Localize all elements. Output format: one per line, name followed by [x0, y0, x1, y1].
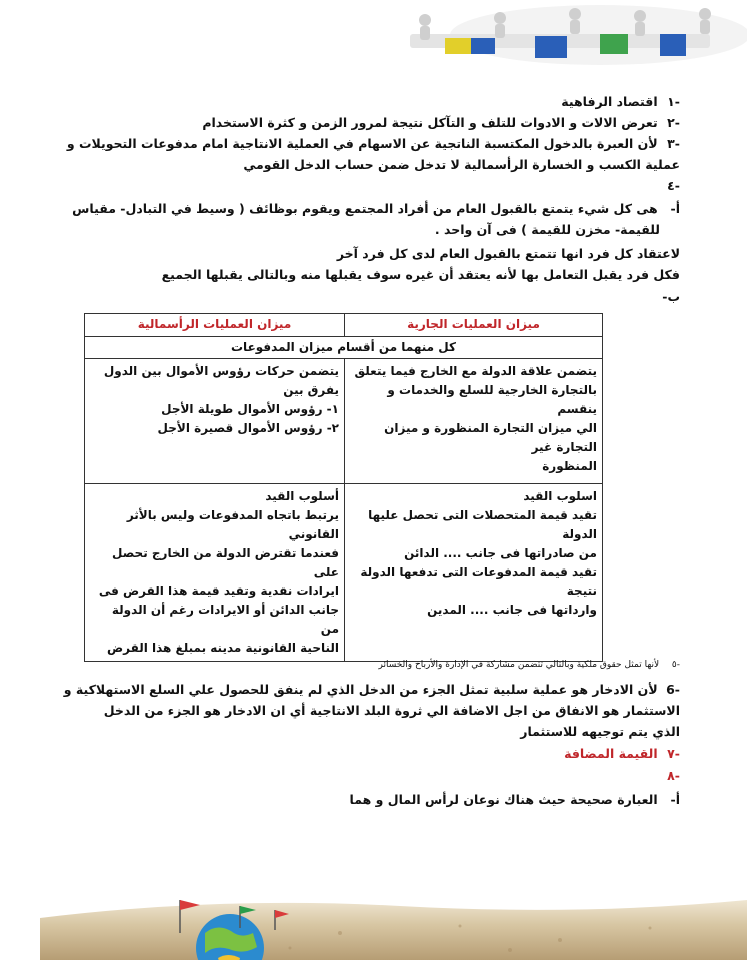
- item-8: -٨: [667, 768, 680, 783]
- item-4b-line-1: لاعتقاد كل فرد انها تتمتع بالقبول العام لدى كل فرد آخر: [336, 246, 680, 261]
- item-6: -6 لأن الادخار هو عملية سلبية تمثل الجزء من الدخل الذي لم ينفق للحصول علي السلع الاستهلاكية و: [63, 682, 680, 697]
- item-7: -٧ القيمة المضافة: [564, 746, 680, 761]
- current-recording-method-cell: اسلوب القيد تقيد قيمة المتحصلات التى تحصل عليها الدولة من صادراتها فى جانب .... الدائن تقيد قيمة المدفوعات التى تدفعها الدولة نتيجة وارداتها فى جانب .... المدين: [345, 484, 603, 662]
- header-current-operations: ميزان العمليات الجارية: [345, 314, 603, 337]
- item-3-continued: عملية الكسب و الخسارة الرأسمالية لا تدخل ضمن حساب الدخل القومي: [243, 157, 680, 172]
- item-8a: أ- العبارة صحيحة حيث هناك نوعان لرأس المال و هما: [349, 792, 680, 807]
- item-3: -٣ لأن العبرة بالدخول المكتسبة الناتجية عن الاسهام في العملية الانتاجية امام مدفوعات التحويلات و: [66, 136, 680, 151]
- footer-sand-globe-illustration: [40, 888, 747, 960]
- item-1: -١ اقتصاد الرفاهية: [561, 94, 680, 109]
- header-capital-operations: ميزان العمليات الرأسمالية: [85, 314, 345, 337]
- item-6-continued-2: الذي يتم توجيهه للاستثمار: [520, 724, 680, 739]
- balance-of-payments-table: [84, 313, 603, 662]
- item-5: -٥ لأنها تمثل حقوق ملكية وبالتالي تتضمن مشاركة في الإدارة والأرباح والخسائر: [378, 660, 680, 670]
- capital-definition-cell: يتضمن حركات رؤوس الأموال بين الدول يفرق بين ١- رؤوس الأموال طويلة الأجل ٢- رؤوس الأموال قصيرة الأجل: [85, 359, 345, 484]
- item-4c-label: ب-: [662, 289, 680, 304]
- item-4b-line-2: فكل فرد يقبل التعامل بها لأنه يعتقد أن غيره سوف يقبلها منه وبالتالى يقبلها الجميع: [161, 267, 680, 282]
- item-6-continued-1: الاستثمار هو الانفاق من اجل الاضافة الي ثروة البلد الانتاجية أي ان الادخار هو الجزء من الدخل: [103, 703, 680, 718]
- current-definition-cell: يتضمن علاقة الدولة مع الخارج فيما يتعلق بالتجارة الخارجية للسلع والخدمات و ينقسم الي ميزان التجارة المنظورة و ميزان التجارة غير المنظورة: [345, 359, 603, 484]
- capital-recording-method-cell: أسلوب القيد يرتبط باتجاه المدفوعات وليس بالأثر القانوني فعندما تقترض الدولة من الخارج تحصل على ايرادات نقدية وتقيد قيمة هذا القرض فى جانب الدائن أو الايرادات رغم أن الدولة من الناحية القانونية مدينه بمبلغ هذا القرض: [85, 484, 345, 662]
- item-4: -٤: [667, 178, 680, 193]
- item-2: -٢ تعرض الالات و الادوات للتلف و التآكل نتيجة لمرور الزمن و كثرة الاستخدام: [202, 115, 680, 130]
- item-4a-continued: للقيمة- مخزن للقيمة ) فى آن واحد .: [434, 222, 660, 237]
- header-clipart-illustration: [370, 0, 747, 70]
- shared-definition: كل منهما من أقسام ميزان المدفوعات: [85, 337, 603, 359]
- item-4a: أ- هى كل شيء يتمتع بالقبول العام من أفراد المجتمع ويقوم بوظائف ( وسيط في التبادل- مقياس: [72, 201, 680, 216]
